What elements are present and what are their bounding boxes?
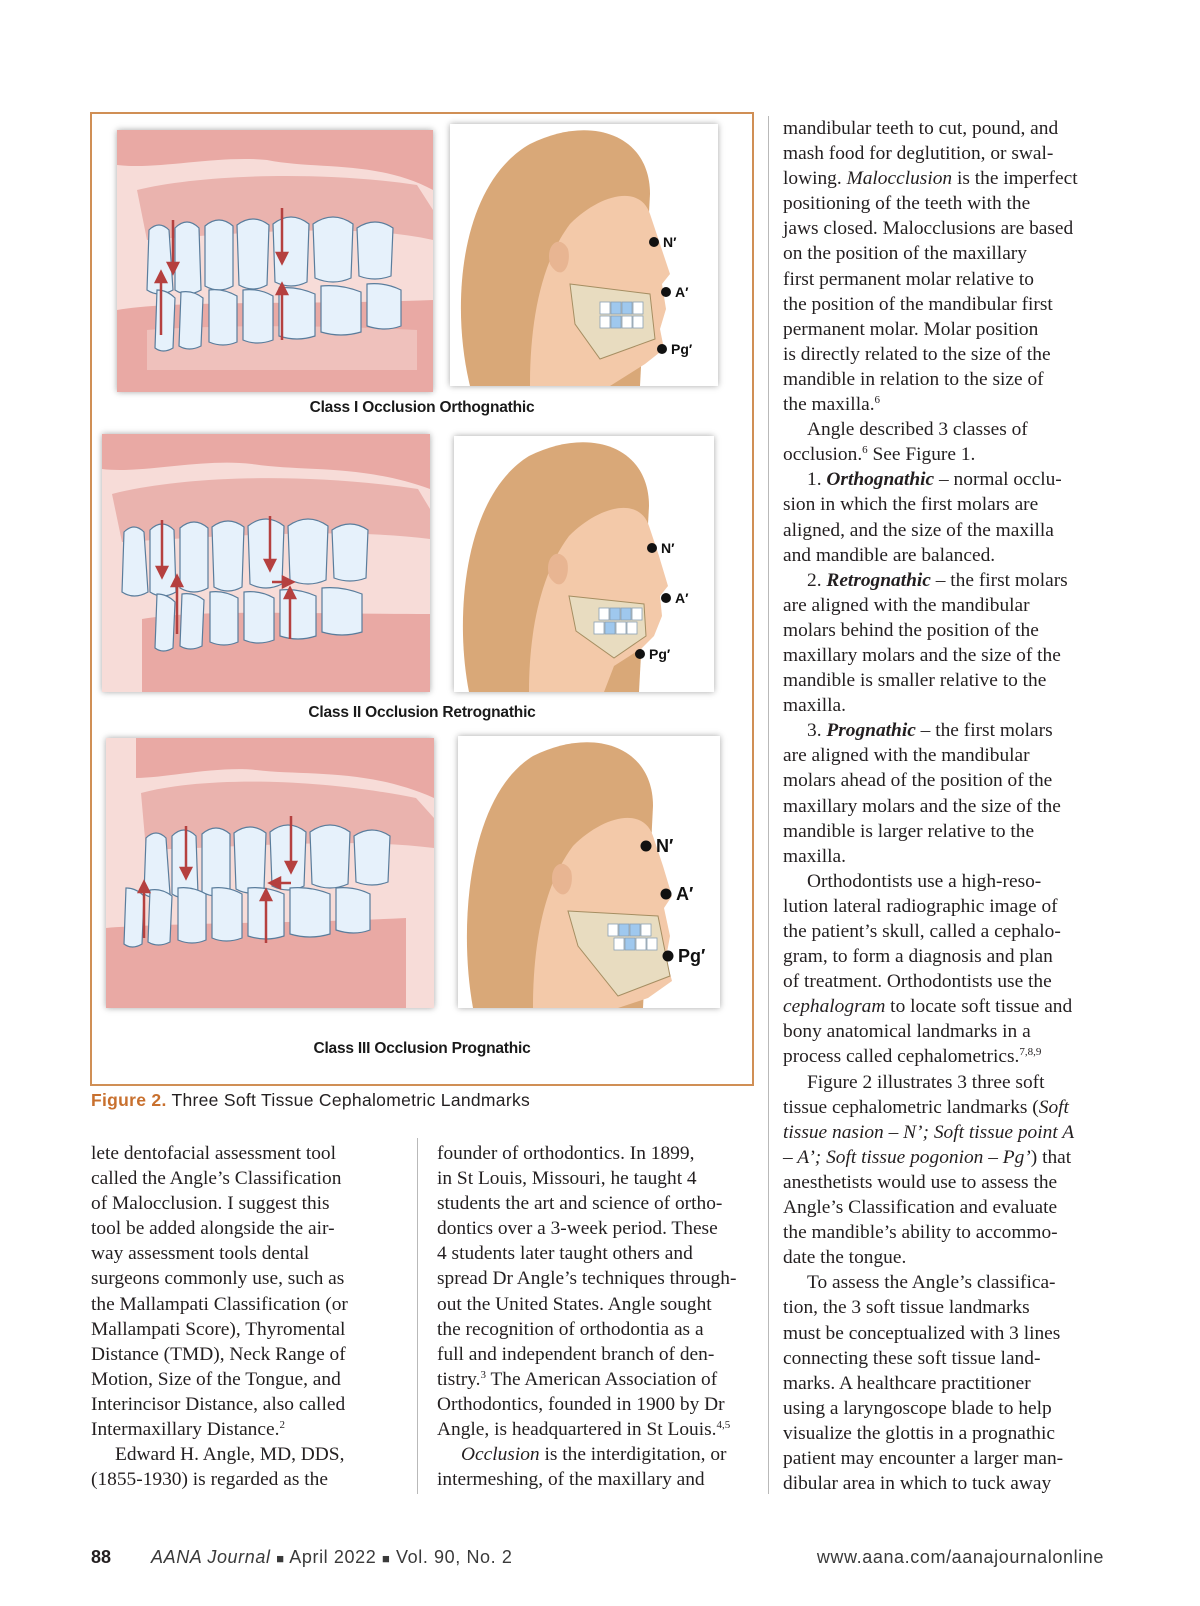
text-line: molars ahead of the position of the bbox=[783, 770, 1053, 792]
text-run: is the interdigitation, or bbox=[539, 1444, 727, 1466]
text-line: patient may encounter a larger man- bbox=[783, 1447, 1064, 1469]
text-line: maxillary molars and the size of the bbox=[783, 644, 1061, 666]
text-line bbox=[783, 1145, 1113, 1170]
column-2 bbox=[437, 1141, 757, 1492]
text-run: occlusion. bbox=[783, 444, 863, 466]
text-line: mandibular teeth to cut, pound, and bbox=[783, 118, 1059, 139]
text-line: founder of orthodontics. In 1899, bbox=[437, 1143, 695, 1164]
text-line bbox=[437, 1417, 757, 1442]
text-line bbox=[783, 442, 1113, 467]
citation-ref: 7,8,9 bbox=[1019, 1046, 1042, 1059]
text-line bbox=[91, 1417, 386, 1442]
text-line bbox=[783, 1120, 1113, 1145]
text-run: lowing. bbox=[783, 168, 847, 190]
text-line: surgeons commonly use, such as bbox=[91, 1268, 345, 1290]
text-line: the recognition of orthodontia as a bbox=[437, 1318, 704, 1340]
text-run-italic: – A’; Soft tissue pogonion – Pg’ bbox=[783, 1146, 1031, 1168]
text-line: sion in which the first molars are bbox=[783, 494, 1039, 516]
text-line: on the position of the maxillary bbox=[783, 243, 1027, 265]
text-line: the mandible’s ability to accommo- bbox=[783, 1222, 1058, 1244]
text-line bbox=[783, 166, 1113, 191]
page-number: 88 bbox=[91, 1547, 112, 1567]
text-run: is the imperfect bbox=[952, 168, 1078, 190]
term-orthognathic: Orthognathic bbox=[826, 469, 935, 491]
text-line: To assess the Angle’s classifica- bbox=[807, 1272, 1056, 1294]
landmark-label-a: A′ bbox=[675, 284, 689, 300]
landmark-label-n: N′ bbox=[661, 540, 675, 556]
text-line: are aligned with the mandibular bbox=[783, 594, 1030, 616]
issue-volume: Vol. 90, No. 2 bbox=[396, 1547, 513, 1567]
list-item-3 bbox=[783, 718, 1113, 743]
journal-name: AANA Journal bbox=[151, 1547, 271, 1567]
text-run: 3. bbox=[807, 720, 827, 742]
figure-title: Three Soft Tissue Cephalometric Landmarks bbox=[171, 1090, 531, 1110]
text-line: bony anatomical landmarks in a bbox=[783, 1021, 1031, 1043]
text-run: the maxilla. bbox=[783, 394, 875, 416]
text-line: Motion, Size of the Tongue, and bbox=[91, 1368, 341, 1390]
text-run-italic: Soft bbox=[1038, 1096, 1069, 1118]
figure-frame bbox=[90, 112, 754, 1086]
citation-ref: 6 bbox=[862, 444, 868, 457]
citation-ref: 4,5 bbox=[716, 1419, 731, 1432]
text-line: maxilla. bbox=[783, 695, 847, 717]
text-line: called the Angle’s Classification bbox=[91, 1168, 342, 1190]
term-malocclusion: Malocclusion bbox=[846, 168, 953, 190]
text-line: Angle described 3 classes of bbox=[807, 419, 1028, 441]
bullet-separator: ■ bbox=[276, 1551, 285, 1566]
column-1 bbox=[91, 1141, 386, 1492]
landmark-label-pg: Pg′ bbox=[678, 946, 706, 966]
class1-teeth-illustration bbox=[117, 130, 433, 392]
text-line: visualize the glottis in a prognathic bbox=[783, 1422, 1055, 1444]
text-line: the patient’s skull, called a cephalo- bbox=[783, 921, 1061, 942]
citation-ref: 3 bbox=[480, 1368, 486, 1381]
bullet-separator: ■ bbox=[381, 1551, 391, 1566]
text-line: and mandible are balanced. bbox=[783, 544, 996, 566]
column-divider bbox=[768, 116, 769, 1494]
text-line: date the tongue. bbox=[783, 1247, 907, 1269]
list-item-2 bbox=[783, 568, 1113, 593]
list-item-1 bbox=[783, 467, 1113, 492]
figure-caption-class3: Class III Occlusion Prognathic bbox=[313, 1040, 531, 1057]
class2-teeth-illustration bbox=[102, 434, 430, 692]
text-line: the Mallampati Classification (or bbox=[91, 1293, 348, 1315]
figure-number: Figure 2. bbox=[91, 1090, 167, 1110]
landmark-label-a: A′ bbox=[676, 884, 694, 904]
text-run: – the first molars bbox=[930, 569, 1068, 591]
landmark-label-pg: Pg′ bbox=[671, 341, 693, 357]
class1-profile-svg bbox=[450, 124, 718, 386]
text-line: Distance (TMD), Neck Range of bbox=[91, 1343, 346, 1365]
class2-teeth-svg bbox=[102, 434, 430, 692]
text-line: Edward H. Angle, MD, DDS, bbox=[115, 1444, 345, 1466]
text-run: process called cephalometrics. bbox=[783, 1046, 1020, 1068]
text-line: of treatment. Orthodontists use the bbox=[783, 971, 1052, 993]
journal-info bbox=[151, 1547, 512, 1568]
page-footer bbox=[91, 1547, 1104, 1573]
text-line bbox=[437, 1367, 757, 1392]
figure-caption-class1: Class I Occlusion Orthognathic bbox=[309, 399, 535, 416]
text-line: jaws closed. Malocclusions are based bbox=[783, 218, 1074, 240]
text-line: 4 students later taught others and bbox=[437, 1243, 693, 1265]
text-line: mash food for deglutition, or swal- bbox=[783, 143, 1054, 165]
text-line: students the art and science of ortho- bbox=[437, 1193, 723, 1215]
text-run: The American Association of bbox=[485, 1368, 718, 1390]
text-run: – normal occlu- bbox=[934, 469, 1062, 491]
text-line: dontics over a 3-week period. These bbox=[437, 1218, 718, 1240]
text-run: Intermaxillary Distance. bbox=[91, 1419, 280, 1441]
text-line: intermeshing, of the maxillary and bbox=[437, 1469, 705, 1491]
text-line bbox=[783, 1095, 1113, 1120]
text-line: Orthodontics, founded in 1900 by Dr bbox=[437, 1393, 725, 1415]
text-line: Interincisor Distance, also called bbox=[91, 1393, 346, 1415]
class3-profile-illustration bbox=[458, 736, 720, 1008]
class1-profile-illustration bbox=[450, 124, 718, 386]
term-occlusion: Occlusion bbox=[461, 1444, 540, 1466]
figure-caption-class2: Class II Occlusion Retrognathic bbox=[308, 704, 536, 721]
text-line: mandible is smaller relative to the bbox=[783, 670, 1047, 692]
landmark-label-n: N′ bbox=[656, 836, 674, 856]
class3-profile-svg bbox=[458, 736, 720, 1008]
class2-profile-svg bbox=[454, 436, 714, 692]
text-run: to locate soft tissue and bbox=[885, 996, 1073, 1018]
text-line: Angle’s Classification and evaluate bbox=[783, 1197, 1058, 1219]
text-line bbox=[783, 1044, 1113, 1069]
text-line: spread Dr Angle’s techniques through- bbox=[437, 1268, 737, 1290]
text-line: the position of the mandibular first bbox=[783, 293, 1053, 315]
text-run-italic: tissue nasion – N’; Soft tissue point A bbox=[783, 1121, 1075, 1143]
column-divider bbox=[417, 1138, 418, 1494]
citation-ref: 6 bbox=[874, 394, 881, 407]
text-line: anesthetists would use to assess the bbox=[783, 1171, 1058, 1193]
text-line: of Malocclusion. I suggest this bbox=[91, 1193, 330, 1215]
term-prognathic: Prognathic bbox=[826, 720, 916, 742]
text-line: dibular area in which to tuck away bbox=[783, 1473, 1052, 1495]
text-line: mandible is larger relative to the bbox=[783, 820, 1035, 842]
text-line: using a laryngoscope blade to help bbox=[783, 1397, 1052, 1419]
text-run: tistry. bbox=[437, 1368, 481, 1390]
text-run: – the first molars bbox=[915, 720, 1053, 742]
text-line: Orthodontists use a high-reso- bbox=[807, 870, 1042, 892]
class1-teeth-svg bbox=[117, 130, 433, 392]
text-line: lete dentofacial assessment tool bbox=[91, 1143, 336, 1164]
term-retrognathic: Retrognathic bbox=[826, 569, 931, 591]
text-line: maxillary molars and the size of the bbox=[783, 795, 1061, 817]
class2-profile-illustration bbox=[454, 436, 714, 692]
text-line: lution lateral radiographic image of bbox=[783, 895, 1058, 917]
text-line: out the United States. Angle sought bbox=[437, 1293, 712, 1315]
text-line: gram, to form a diagnosis and plan bbox=[783, 946, 1053, 968]
landmark-label-a: A′ bbox=[675, 590, 689, 606]
column-3 bbox=[783, 116, 1113, 1496]
text-run: 2. bbox=[807, 569, 827, 591]
text-run: See Figure 1. bbox=[867, 444, 976, 466]
issue-date: April 2022 bbox=[289, 1547, 377, 1567]
text-line bbox=[437, 1442, 757, 1467]
text-line: mandible in relation to the size of bbox=[783, 368, 1044, 390]
text-run: 1. bbox=[807, 469, 827, 491]
text-line bbox=[783, 994, 1113, 1019]
text-line: molars behind the position of the bbox=[783, 619, 1039, 641]
class3-teeth-illustration bbox=[106, 738, 434, 1008]
text-line: Figure 2 illustrates 3 three soft bbox=[807, 1071, 1045, 1093]
term-cephalogram: cephalogram bbox=[783, 996, 886, 1018]
text-line: in St Louis, Missouri, he taught 4 bbox=[437, 1168, 697, 1190]
text-line: full and independent branch of den- bbox=[437, 1343, 715, 1365]
text-line: way assessment tools dental bbox=[91, 1243, 310, 1265]
text-run: ) that bbox=[1030, 1146, 1072, 1168]
text-line: are aligned with the mandibular bbox=[783, 745, 1030, 767]
text-line: marks. A healthcare practitioner bbox=[783, 1372, 1031, 1394]
text-line: Mallampati Score), Thyromental bbox=[91, 1318, 346, 1340]
text-run: Angle, is headquartered in St Louis. bbox=[437, 1419, 717, 1441]
text-line: maxilla. bbox=[783, 845, 847, 867]
landmark-label-pg: Pg′ bbox=[649, 646, 671, 662]
text-line bbox=[783, 392, 1113, 417]
text-line: first permanent molar relative to bbox=[783, 268, 1034, 290]
text-line: tion, the 3 soft tissue landmarks bbox=[783, 1297, 1030, 1319]
text-run: tissue cephalometric landmarks ( bbox=[783, 1096, 1039, 1118]
text-line: must be conceptualized with 3 lines bbox=[783, 1322, 1061, 1344]
figure-caption bbox=[91, 1090, 530, 1111]
journal-url-link[interactable]: www.aana.com/aanajournalonline bbox=[816, 1547, 1104, 1567]
text-line: is directly related to the size of the bbox=[783, 343, 1051, 365]
text-line: (1855-1930) is regarded as the bbox=[91, 1469, 328, 1491]
text-line: aligned, and the size of the maxilla bbox=[783, 519, 1054, 541]
class3-teeth-svg bbox=[106, 738, 434, 1008]
text-line: positioning of the teeth with the bbox=[783, 193, 1031, 215]
text-line: tool be added alongside the air- bbox=[91, 1218, 335, 1240]
text-line: permanent molar. Molar position bbox=[783, 318, 1039, 340]
citation-ref: 2 bbox=[279, 1419, 285, 1432]
text-line: connecting these soft tissue land- bbox=[783, 1347, 1041, 1369]
landmark-label-n: N′ bbox=[663, 234, 677, 250]
